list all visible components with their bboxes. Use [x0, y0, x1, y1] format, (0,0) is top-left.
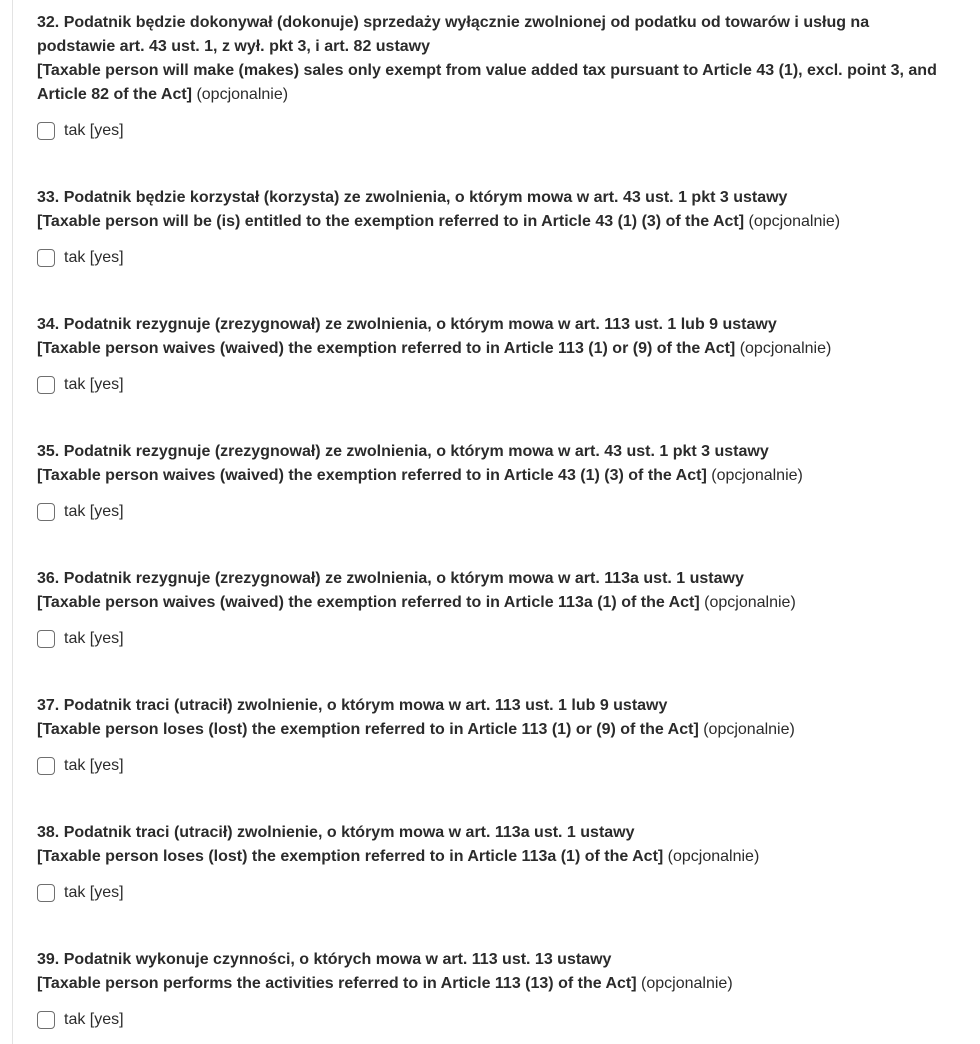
question-label	[37, 11, 942, 107]
checkbox-row[interactable]	[37, 246, 942, 270]
question-title-pl: 36. Podatnik rezygnuje (zrezygnował) ze zwolnienia, o którym mowa w art. 113a ust. 1 ustawy	[37, 570, 744, 587]
question-label	[37, 440, 942, 488]
question-34	[37, 313, 942, 397]
question-title-pl: 38. Podatnik traci (utracił) zwolnienie, o którym mowa w art. 113a ust. 1 ustawy	[37, 824, 635, 841]
optional-note: (opcjonalnie)	[703, 721, 795, 738]
question-label	[37, 694, 942, 742]
question-title-pl: 35. Podatnik rezygnuje (zrezygnował) ze zwolnienia, o którym mowa w art. 43 ust. 1 pkt 3 ustawy	[37, 443, 769, 460]
question-title-en: [Taxable person waives (waived) the exemption referred to in Article 113 (1) or (9) of the Act]	[37, 340, 740, 357]
question-title-en: [Taxable person will be (is) entitled to the exemption referred to in Article 43 (1) (3) of the Act]	[37, 213, 749, 230]
question-title-pl: 33. Podatnik będzie korzystał (korzysta) ze zwolnienia, o którym mowa w art. 43 ust. 1 pkt 3 ustawy	[37, 189, 788, 206]
question-37	[37, 694, 942, 778]
checkbox-row[interactable]	[37, 881, 942, 905]
question-title-pl: 32. Podatnik będzie dokonywał (dokonuje) sprzedaży wyłącznie zwolnionej od podatku od towarów i usług na podstawie art. 43 ust. 1, z wył. pkt 3, i art. 82 ustawy	[37, 14, 870, 55]
checkbox-label[interactable]: tak [yes]	[64, 122, 124, 139]
question-35	[37, 440, 942, 524]
question-38	[37, 821, 942, 905]
question-36	[37, 567, 942, 651]
checkbox-label[interactable]: tak [yes]	[64, 884, 124, 901]
question-label	[37, 948, 942, 996]
question-title-pl: 39. Podatnik wykonuje czynności, o których mowa w art. 113 ust. 13 ustawy	[37, 951, 612, 968]
checkbox-row[interactable]	[37, 500, 942, 524]
yes-checkbox[interactable]	[37, 376, 55, 394]
checkbox-label[interactable]: tak [yes]	[64, 757, 124, 774]
checkbox-row[interactable]	[37, 119, 942, 143]
question-33	[37, 186, 942, 270]
question-label	[37, 313, 942, 361]
checkbox-label[interactable]: tak [yes]	[64, 376, 124, 393]
question-title-pl: 34. Podatnik rezygnuje (zrezygnował) ze zwolnienia, o którym mowa w art. 113 ust. 1 lub 9 ustawy	[37, 316, 777, 333]
optional-note: (opcjonalnie)	[748, 213, 841, 230]
optional-note: (opcjonalnie)	[667, 848, 760, 865]
question-title-en: [Taxable person loses (lost) the exemption referred to in Article 113 (1) or (9) of the Act]	[37, 721, 704, 738]
question-label	[37, 821, 942, 869]
checkbox-label[interactable]: tak [yes]	[64, 1011, 124, 1028]
question-title-en: [Taxable person waives (waived) the exemption referred to in Article 113a (1) of the Act]	[37, 594, 705, 611]
optional-note: (opcjonalnie)	[739, 340, 832, 357]
checkbox-row[interactable]	[37, 373, 942, 397]
checkbox-label[interactable]: tak [yes]	[64, 630, 124, 647]
left-divider	[12, 0, 13, 1044]
yes-checkbox[interactable]	[37, 1011, 55, 1029]
yes-checkbox[interactable]	[37, 503, 55, 521]
question-title-en: [Taxable person loses (lost) the exemption referred to in Article 113a (1) of the Act]	[37, 848, 668, 865]
yes-checkbox[interactable]	[37, 884, 55, 902]
question-title-en: [Taxable person waives (waived) the exemption referred to in Article 43 (1) (3) of the Act]	[37, 467, 712, 484]
optional-note: (opcjonalnie)	[641, 975, 733, 992]
checkbox-row[interactable]	[37, 627, 942, 651]
yes-checkbox[interactable]	[37, 122, 55, 140]
question-39	[37, 948, 942, 1032]
checkbox-row[interactable]	[37, 754, 942, 778]
checkbox-label[interactable]: tak [yes]	[64, 503, 124, 520]
optional-note: (opcjonalnie)	[704, 594, 796, 611]
question-32	[37, 11, 942, 143]
checkbox-row[interactable]	[37, 1008, 942, 1032]
yes-checkbox[interactable]	[37, 249, 55, 267]
question-label	[37, 186, 942, 234]
yes-checkbox[interactable]	[37, 757, 55, 775]
question-title-en: [Taxable person will make (makes) sales only exempt from value added tax pursuant to Article 43 (1), excl. point 3, and Article 82 of the Act]	[37, 62, 937, 103]
optional-note: (opcjonalnie)	[196, 86, 289, 103]
yes-checkbox[interactable]	[37, 630, 55, 648]
question-title-pl: 37. Podatnik traci (utracił) zwolnienie, o którym mowa w art. 113 ust. 1 lub 9 ustawy	[37, 697, 668, 714]
question-list	[37, 11, 942, 1032]
checkbox-label[interactable]: tak [yes]	[64, 249, 124, 266]
question-label	[37, 567, 942, 615]
optional-note: (opcjonalnie)	[711, 467, 803, 484]
question-title-en: [Taxable person performs the activities referred to in Article 113 (13) of the Act]	[37, 975, 642, 992]
